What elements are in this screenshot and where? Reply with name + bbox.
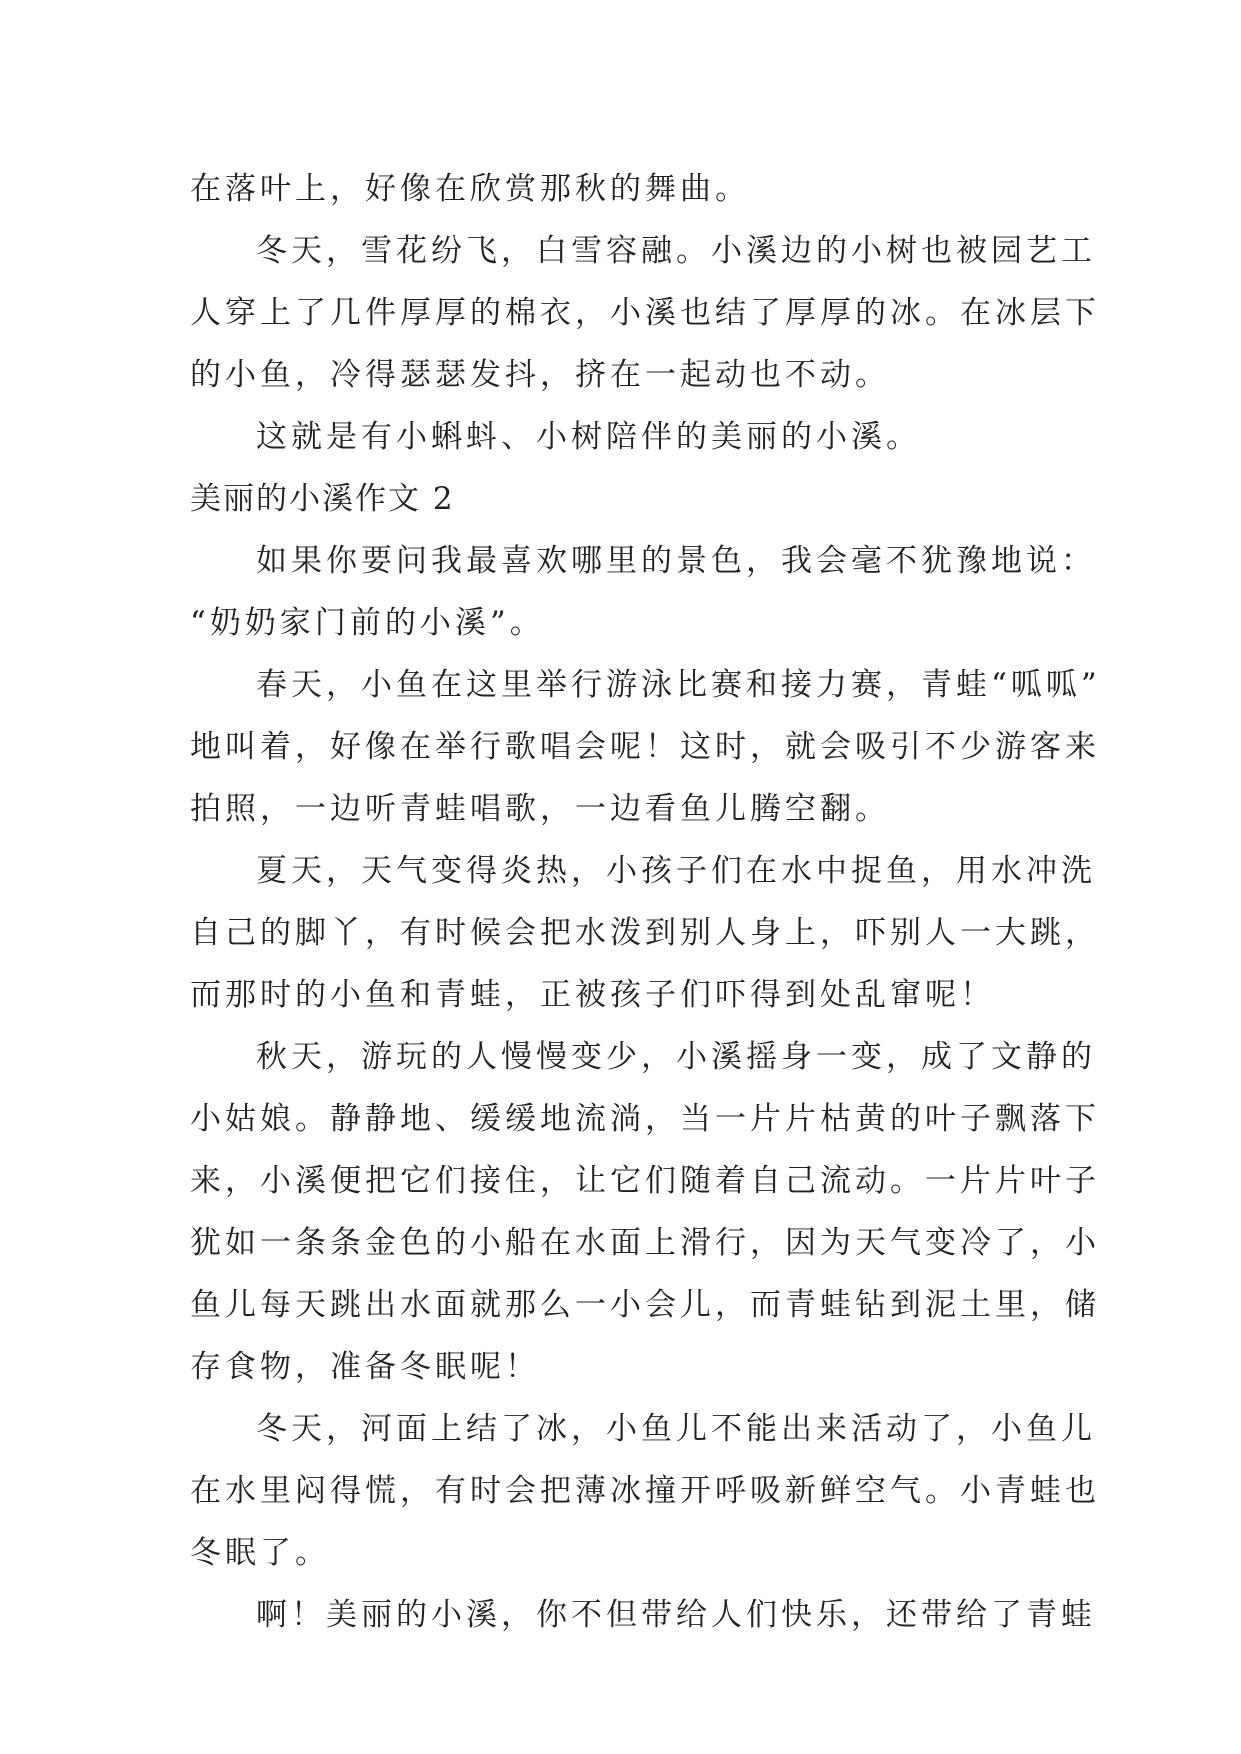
text-line: 犹如一条条金色的小船在水面上滑行，因为天气变冷了，小 [190, 1225, 1100, 1261]
text-line: 冬天，雪花纷飞，白雪容融。小溪边的小树也被园艺工 [256, 233, 1096, 269]
text-line: 地叫着，好像在举行歌唱会呢！这时，就会吸引不少游客来 [190, 729, 1100, 765]
text-line: 啊！美丽的小溪，你不但带给人们快乐，还带给了青蛙 [256, 1597, 1096, 1633]
text-line: 在水里闷得慌，有时会把薄冰撞开呼吸新鲜空气。小青蛙也 [190, 1473, 1100, 1509]
text-line: 拍照，一边听青蛙唱歌，一边看鱼儿腾空翻。 [190, 791, 890, 827]
text-line: 冬眠了。 [190, 1535, 330, 1571]
text-line: 存食物，准备冬眠呢！ [190, 1349, 540, 1385]
text-line: 来，小溪便把它们接住，让它们随着自己流动。一片片叶子 [190, 1163, 1100, 1199]
text-line: 的小鱼，冷得瑟瑟发抖，挤在一起动也不动。 [190, 357, 890, 393]
essay-heading: 美丽的小溪作文 2 [190, 481, 455, 517]
text-line: 自己的脚丫，有时候会把水泼到别人身上，吓别人一大跳， [190, 915, 1100, 951]
text-line: 鱼儿每天跳出水面就那么一小会儿，而青蛙钻到泥土里，储 [190, 1287, 1100, 1323]
text-line: 在落叶上，好像在欣赏那秋的舞曲。 [190, 171, 750, 207]
text-line: 春天，小鱼在这里举行游泳比赛和接力赛，青蛙“呱呱” [256, 667, 1101, 703]
text-line: 冬天，河面上结了冰，小鱼儿不能出来活动了，小鱼儿 [256, 1411, 1096, 1447]
text-line: 如果你要问我最喜欢哪里的景色，我会毫不犹豫地说： [256, 543, 1096, 579]
text-line: 小姑娘。静静地、缓缓地流淌，当一片片枯黄的叶子飘落下 [190, 1101, 1100, 1137]
text-line: “奶奶家门前的小溪”。 [190, 605, 545, 641]
essay-body [190, 158, 1101, 1646]
text-line: 秋天，游玩的人慢慢变少，小溪摇身一变，成了文静的 [256, 1039, 1096, 1075]
text-line: 人穿上了几件厚厚的棉衣，小溪也结了厚厚的冰。在冰层下 [190, 295, 1100, 331]
text-line: 这就是有小蝌蚪、小树陪伴的美丽的小溪。 [256, 419, 921, 455]
text-line: 夏天，天气变得炎热，小孩子们在水中捉鱼，用水冲洗 [256, 853, 1096, 889]
text-line: 而那时的小鱼和青蛙，正被孩子们吓得到处乱窜呢！ [190, 977, 995, 1013]
